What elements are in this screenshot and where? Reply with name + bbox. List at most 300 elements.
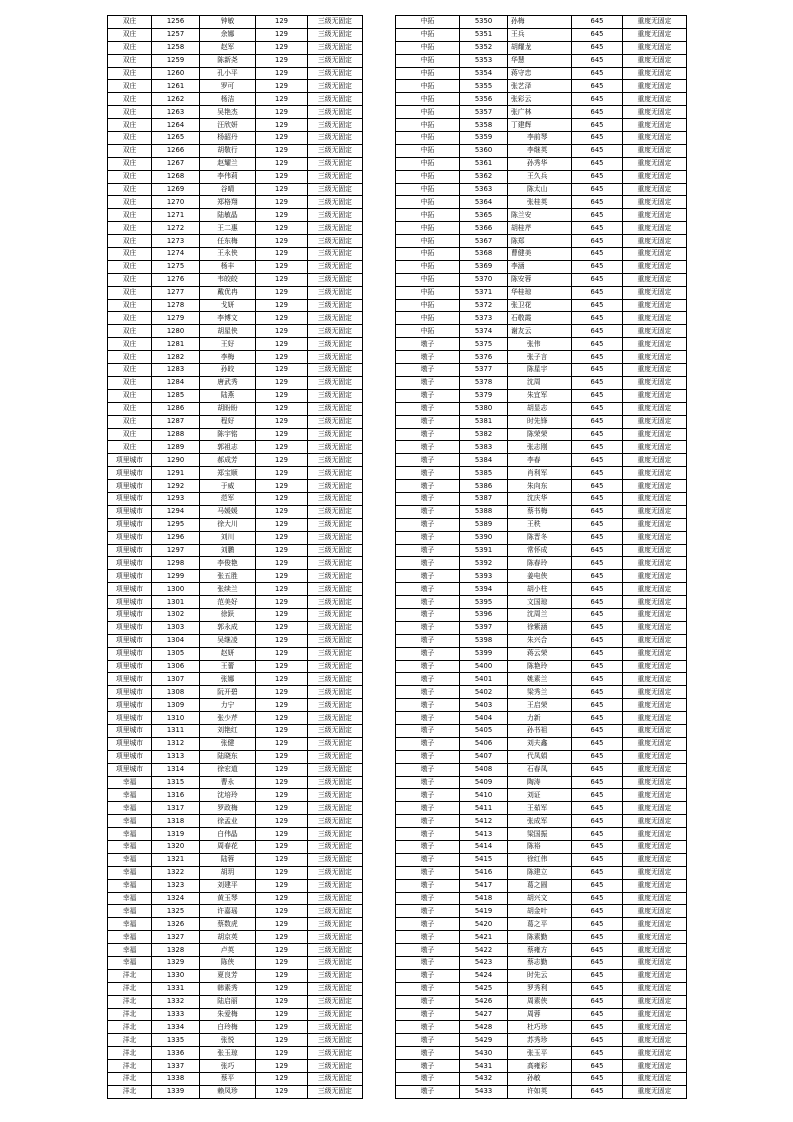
table-row <box>396 351 687 364</box>
name-cell: 郑宝顺 <box>200 467 256 480</box>
number-cell: 5393 <box>460 570 508 583</box>
town-cell: 中拓 <box>396 119 460 132</box>
code-cell: 645 <box>572 1008 623 1021</box>
town-cell: 双庄 <box>108 196 152 209</box>
level-cell: 三级无固定 <box>308 918 363 931</box>
number-cell: 5372 <box>460 299 508 312</box>
town-cell: 双庄 <box>108 364 152 377</box>
table-row <box>108 54 363 67</box>
name-cell: 张娜 <box>200 673 256 686</box>
level-cell: 三级无固定 <box>308 28 363 41</box>
town-cell: 墩子 <box>396 969 460 982</box>
table-row <box>108 1021 363 1034</box>
level-cell: 三级无固定 <box>308 273 363 286</box>
number-cell: 5412 <box>460 815 508 828</box>
code-cell: 645 <box>572 621 623 634</box>
number-cell: 5377 <box>460 364 508 377</box>
table-row <box>108 776 363 789</box>
level-cell: 三级无固定 <box>308 776 363 789</box>
name-cell: 戴优冉 <box>200 286 256 299</box>
level-cell: 重度无固定 <box>623 402 687 415</box>
code-cell: 129 <box>256 402 308 415</box>
code-cell: 129 <box>256 144 308 157</box>
name-cell: 姜电侠 <box>508 570 572 583</box>
code-cell: 645 <box>572 583 623 596</box>
number-cell: 1271 <box>152 209 200 222</box>
town-cell: 中拓 <box>396 170 460 183</box>
code-cell: 129 <box>256 209 308 222</box>
level-cell: 三级无固定 <box>308 235 363 248</box>
level-cell: 三级无固定 <box>308 712 363 725</box>
name-cell: 时先云 <box>508 969 572 982</box>
table-row <box>108 892 363 905</box>
level-cell: 三级无固定 <box>308 647 363 660</box>
name-cell: 常怀成 <box>508 544 572 557</box>
level-cell: 重度无固定 <box>623 299 687 312</box>
town-cell: 幸福 <box>108 931 152 944</box>
level-cell: 三级无固定 <box>308 106 363 119</box>
table-row <box>108 428 363 441</box>
level-cell: 重度无固定 <box>623 28 687 41</box>
town-cell: 墩子 <box>396 480 460 493</box>
number-cell: 5389 <box>460 518 508 531</box>
town-cell: 墩子 <box>396 944 460 957</box>
town-cell: 项里城市 <box>108 518 152 531</box>
level-cell: 重度无固定 <box>623 1047 687 1060</box>
town-cell: 幸福 <box>108 841 152 854</box>
number-cell: 1302 <box>152 608 200 621</box>
number-cell: 1272 <box>152 222 200 235</box>
name-cell: 郝成芳 <box>200 454 256 467</box>
name-cell: 梁国振 <box>508 828 572 841</box>
town-cell: 双庄 <box>108 338 152 351</box>
level-cell: 三级无固定 <box>308 866 363 879</box>
table-row <box>396 67 687 80</box>
table-row <box>108 918 363 931</box>
name-cell: 李梅 <box>200 351 256 364</box>
number-cell: 5410 <box>460 789 508 802</box>
town-cell: 双庄 <box>108 144 152 157</box>
code-cell: 645 <box>572 724 623 737</box>
number-cell: 1259 <box>152 54 200 67</box>
town-cell: 墩子 <box>396 557 460 570</box>
table-row <box>108 905 363 918</box>
number-cell: 1275 <box>152 260 200 273</box>
code-cell: 645 <box>572 183 623 196</box>
name-cell: 胡耀龙 <box>508 41 572 54</box>
number-cell: 1267 <box>152 157 200 170</box>
level-cell: 重度无固定 <box>623 235 687 248</box>
town-cell: 双庄 <box>108 389 152 402</box>
code-cell: 645 <box>572 54 623 67</box>
table-row <box>396 480 687 493</box>
name-cell: 徐宏道 <box>200 763 256 776</box>
code-cell: 645 <box>572 41 623 54</box>
table-row <box>396 1085 687 1098</box>
code-cell: 129 <box>256 248 308 261</box>
name-cell: 王久兵 <box>508 170 572 183</box>
level-cell: 重度无固定 <box>623 712 687 725</box>
name-cell: 华桂琼 <box>508 286 572 299</box>
right-table <box>395 15 687 1099</box>
number-cell: 1308 <box>152 686 200 699</box>
number-cell: 5403 <box>460 699 508 712</box>
number-cell: 1325 <box>152 905 200 918</box>
number-cell: 1310 <box>152 712 200 725</box>
right-table-body <box>396 16 687 1099</box>
table-row <box>396 660 687 673</box>
table-row <box>108 789 363 802</box>
level-cell: 三级无固定 <box>308 969 363 982</box>
number-cell: 5371 <box>460 286 508 299</box>
town-cell: 项里城市 <box>108 544 152 557</box>
number-cell: 5406 <box>460 737 508 750</box>
name-cell: 肖利军 <box>508 467 572 480</box>
code-cell: 129 <box>256 969 308 982</box>
code-cell: 129 <box>256 376 308 389</box>
name-cell: 张五胜 <box>200 570 256 583</box>
town-cell: 项里城市 <box>108 763 152 776</box>
level-cell: 三级无固定 <box>308 16 363 29</box>
name-cell: 李继英 <box>508 144 572 157</box>
table-row <box>396 841 687 854</box>
name-cell: 王兵 <box>508 28 572 41</box>
number-cell: 5356 <box>460 93 508 106</box>
number-cell: 5375 <box>460 338 508 351</box>
number-cell: 1257 <box>152 28 200 41</box>
table-row <box>108 415 363 428</box>
name-cell: 张广林 <box>508 106 572 119</box>
table-row <box>396 544 687 557</box>
number-cell: 5425 <box>460 982 508 995</box>
name-cell: 陶涛 <box>508 776 572 789</box>
town-cell: 双庄 <box>108 286 152 299</box>
town-cell: 墩子 <box>396 763 460 776</box>
table-row <box>396 209 687 222</box>
code-cell: 129 <box>256 454 308 467</box>
town-cell: 双庄 <box>108 415 152 428</box>
level-cell: 重度无固定 <box>623 905 687 918</box>
code-cell: 129 <box>256 80 308 93</box>
town-cell: 墩子 <box>396 351 460 364</box>
table-row <box>396 763 687 776</box>
name-cell: 王二惠 <box>200 222 256 235</box>
code-cell: 129 <box>256 660 308 673</box>
table-row <box>396 1034 687 1047</box>
table-row <box>396 634 687 647</box>
number-cell: 5417 <box>460 879 508 892</box>
number-cell: 1329 <box>152 957 200 970</box>
name-cell: 李涵 <box>508 260 572 273</box>
town-cell: 幸福 <box>108 776 152 789</box>
number-cell: 5418 <box>460 892 508 905</box>
table-row <box>108 106 363 119</box>
table-row <box>108 570 363 583</box>
town-cell: 中拓 <box>396 312 460 325</box>
level-cell: 重度无固定 <box>623 273 687 286</box>
name-cell: 许嘉瑶 <box>200 905 256 918</box>
name-cell: 石春凤 <box>508 763 572 776</box>
town-cell: 双庄 <box>108 106 152 119</box>
name-cell: 张玉平 <box>508 1047 572 1060</box>
town-cell: 中拓 <box>396 260 460 273</box>
name-cell: 曹健美 <box>508 248 572 261</box>
code-cell: 645 <box>572 969 623 982</box>
table-row <box>396 183 687 196</box>
table-row <box>396 789 687 802</box>
town-cell: 墩子 <box>396 673 460 686</box>
name-cell: 余娜 <box>200 28 256 41</box>
level-cell: 三级无固定 <box>308 634 363 647</box>
name-cell: 罗政梅 <box>200 802 256 815</box>
code-cell: 645 <box>572 853 623 866</box>
name-cell: 张子言 <box>508 351 572 364</box>
name-cell: 刘夫鑫 <box>508 737 572 750</box>
table-row <box>396 338 687 351</box>
code-cell: 645 <box>572 866 623 879</box>
code-cell: 645 <box>572 286 623 299</box>
town-cell: 双庄 <box>108 428 152 441</box>
town-cell: 中拓 <box>396 106 460 119</box>
code-cell: 129 <box>256 480 308 493</box>
level-cell: 重度无固定 <box>623 505 687 518</box>
name-cell: 王茹军 <box>508 802 572 815</box>
table-row <box>396 621 687 634</box>
code-cell: 129 <box>256 28 308 41</box>
number-cell: 5408 <box>460 763 508 776</box>
code-cell: 645 <box>572 1073 623 1086</box>
number-cell: 1291 <box>152 467 200 480</box>
level-cell: 三级无固定 <box>308 209 363 222</box>
name-cell: 陈裕 <box>508 841 572 854</box>
code-cell: 645 <box>572 1021 623 1034</box>
table-row <box>108 879 363 892</box>
number-cell: 1285 <box>152 389 200 402</box>
code-cell: 645 <box>572 402 623 415</box>
code-cell: 129 <box>256 518 308 531</box>
number-cell: 1300 <box>152 583 200 596</box>
code-cell: 645 <box>572 957 623 970</box>
town-cell: 双庄 <box>108 325 152 338</box>
number-cell: 1324 <box>152 892 200 905</box>
code-cell: 129 <box>256 260 308 273</box>
name-cell: 胡兴文 <box>508 892 572 905</box>
code-cell: 129 <box>256 634 308 647</box>
name-cell: 郭祖志 <box>200 441 256 454</box>
name-cell: 蔡平 <box>200 1073 256 1086</box>
table-row <box>108 67 363 80</box>
level-cell: 重度无固定 <box>623 1008 687 1021</box>
table-row <box>396 467 687 480</box>
table-row <box>108 957 363 970</box>
town-cell: 墩子 <box>396 1021 460 1034</box>
name-cell: 赵妍 <box>200 647 256 660</box>
town-cell: 项里城市 <box>108 750 152 763</box>
code-cell: 129 <box>256 132 308 145</box>
town-cell: 墩子 <box>396 776 460 789</box>
table-row <box>396 776 687 789</box>
name-cell: 韩素秀 <box>200 982 256 995</box>
town-cell: 墩子 <box>396 1047 460 1060</box>
name-cell: 高雍彩 <box>508 1060 572 1073</box>
name-cell: 葛之圆 <box>508 879 572 892</box>
name-cell: 胡星侠 <box>200 325 256 338</box>
town-cell: 墩子 <box>396 647 460 660</box>
code-cell: 645 <box>572 660 623 673</box>
table-row <box>108 518 363 531</box>
left-table-body <box>108 16 363 1099</box>
table-row <box>108 119 363 132</box>
name-cell: 戈妍 <box>200 299 256 312</box>
code-cell: 129 <box>256 892 308 905</box>
level-cell: 三级无固定 <box>308 1021 363 1034</box>
level-cell: 重度无固定 <box>623 454 687 467</box>
name-cell: 朱爱梅 <box>200 1008 256 1021</box>
code-cell: 645 <box>572 299 623 312</box>
level-cell: 重度无固定 <box>623 544 687 557</box>
town-cell: 项里城市 <box>108 570 152 583</box>
table-row <box>396 93 687 106</box>
town-cell: 项里城市 <box>108 467 152 480</box>
name-cell: 夏良芳 <box>200 969 256 982</box>
level-cell: 重度无固定 <box>623 119 687 132</box>
code-cell: 129 <box>256 1047 308 1060</box>
town-cell: 洋北 <box>108 1047 152 1060</box>
number-cell: 5432 <box>460 1073 508 1086</box>
table-row <box>396 402 687 415</box>
number-cell: 1306 <box>152 660 200 673</box>
code-cell: 129 <box>256 905 308 918</box>
number-cell: 5395 <box>460 596 508 609</box>
name-cell: 李博文 <box>200 312 256 325</box>
code-cell: 645 <box>572 931 623 944</box>
town-cell: 墩子 <box>396 544 460 557</box>
town-cell: 墩子 <box>396 802 460 815</box>
table-row <box>396 415 687 428</box>
code-cell: 129 <box>256 119 308 132</box>
name-cell: 孙梅 <box>508 16 572 29</box>
code-cell: 645 <box>572 982 623 995</box>
table-row <box>396 570 687 583</box>
number-cell: 1273 <box>152 235 200 248</box>
town-cell: 墩子 <box>396 1085 460 1098</box>
town-cell: 洋北 <box>108 1008 152 1021</box>
town-cell: 项里城市 <box>108 737 152 750</box>
code-cell: 645 <box>572 260 623 273</box>
name-cell: 陆蓉 <box>200 853 256 866</box>
table-row <box>396 286 687 299</box>
code-cell: 129 <box>256 931 308 944</box>
town-cell: 幸福 <box>108 789 152 802</box>
table-row <box>108 286 363 299</box>
code-cell: 129 <box>256 467 308 480</box>
number-cell: 1319 <box>152 828 200 841</box>
town-cell: 墩子 <box>396 389 460 402</box>
town-cell: 双庄 <box>108 222 152 235</box>
table-row <box>108 634 363 647</box>
name-cell: 谢友云 <box>508 325 572 338</box>
number-cell: 1330 <box>152 969 200 982</box>
table-row <box>396 389 687 402</box>
name-cell: 黄玉琴 <box>200 892 256 905</box>
table-row <box>108 325 363 338</box>
table-row <box>396 583 687 596</box>
name-cell: 张艺泽 <box>508 80 572 93</box>
number-cell: 1268 <box>152 170 200 183</box>
number-cell: 5384 <box>460 454 508 467</box>
name-cell: 姚素兰 <box>508 673 572 686</box>
code-cell: 129 <box>256 93 308 106</box>
number-cell: 5373 <box>460 312 508 325</box>
number-cell: 1298 <box>152 557 200 570</box>
table-row <box>108 312 363 325</box>
town-cell: 项里城市 <box>108 492 152 505</box>
number-cell: 5416 <box>460 866 508 879</box>
town-cell: 项里城市 <box>108 673 152 686</box>
number-cell: 5351 <box>460 28 508 41</box>
level-cell: 三级无固定 <box>308 660 363 673</box>
level-cell: 重度无固定 <box>623 106 687 119</box>
code-cell: 129 <box>256 273 308 286</box>
code-cell: 129 <box>256 196 308 209</box>
town-cell: 洋北 <box>108 969 152 982</box>
code-cell: 129 <box>256 621 308 634</box>
table-row <box>108 16 363 29</box>
code-cell: 645 <box>572 789 623 802</box>
level-cell: 三级无固定 <box>308 802 363 815</box>
number-cell: 5365 <box>460 209 508 222</box>
name-cell: 陈兰安 <box>508 209 572 222</box>
table-row <box>108 248 363 261</box>
town-cell: 双庄 <box>108 351 152 364</box>
number-cell: 5396 <box>460 608 508 621</box>
table-row <box>108 480 363 493</box>
level-cell: 重度无固定 <box>623 660 687 673</box>
code-cell: 129 <box>256 866 308 879</box>
table-row <box>396 969 687 982</box>
name-cell: 蔡数虎 <box>200 918 256 931</box>
code-cell: 129 <box>256 389 308 402</box>
table-row <box>396 1008 687 1021</box>
level-cell: 重度无固定 <box>623 982 687 995</box>
table-row <box>396 931 687 944</box>
town-cell: 中拓 <box>396 157 460 170</box>
level-cell: 三级无固定 <box>308 699 363 712</box>
code-cell: 645 <box>572 480 623 493</box>
name-cell: 周春花 <box>200 841 256 854</box>
town-cell: 墩子 <box>396 828 460 841</box>
code-cell: 129 <box>256 222 308 235</box>
level-cell: 三级无固定 <box>308 789 363 802</box>
table-row <box>108 583 363 596</box>
name-cell: 王好 <box>200 338 256 351</box>
level-cell: 三级无固定 <box>308 157 363 170</box>
table-row <box>396 905 687 918</box>
table-row <box>108 531 363 544</box>
table-row <box>396 325 687 338</box>
level-cell: 重度无固定 <box>623 518 687 531</box>
level-cell: 重度无固定 <box>623 170 687 183</box>
name-cell: 蔡志勤 <box>508 957 572 970</box>
table-row <box>396 144 687 157</box>
code-cell: 645 <box>572 80 623 93</box>
town-cell: 墩子 <box>396 570 460 583</box>
table-row <box>396 170 687 183</box>
number-cell: 1297 <box>152 544 200 557</box>
table-row <box>396 222 687 235</box>
name-cell: 陈晋冬 <box>508 531 572 544</box>
level-cell: 重度无固定 <box>623 441 687 454</box>
